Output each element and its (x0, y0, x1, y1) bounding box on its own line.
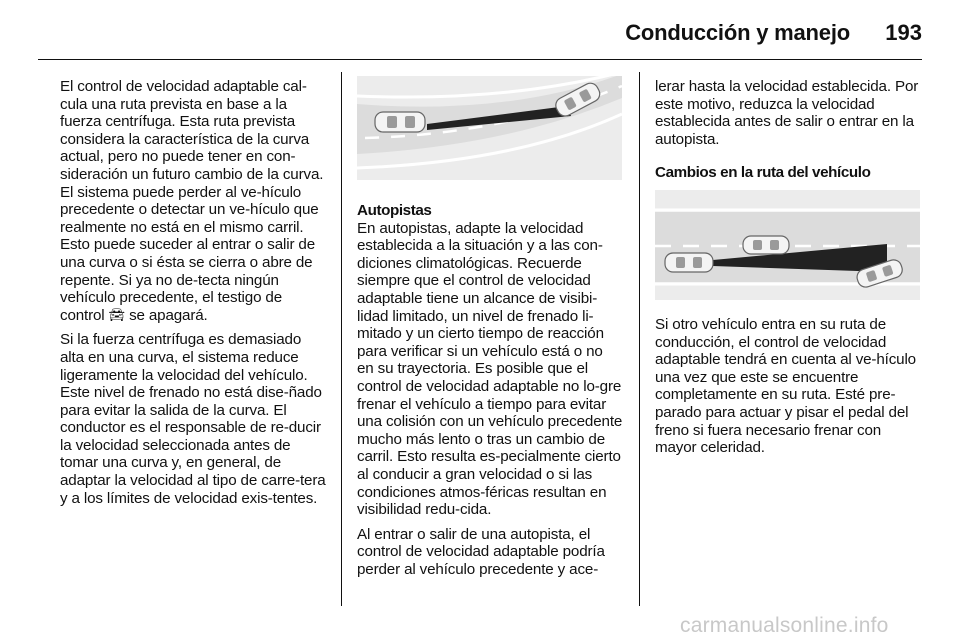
column-2 (357, 202, 623, 585)
lane-change-illustration (655, 190, 920, 300)
paragraph: Si la fuerza centrífuga es demasiado alta en una curva, el sistema reduce ligeramente la velocidad del vehículo. Este nivel de frenado no está dise-ñado para evitar la salida de la curva. El conductor es el responsable de re-ducir la velocidad seleccionada antes de tomar una curva y, en general, de adaptar la velocidad al tipo de carre-tera y a los límites de velocidad exis-tentes. (60, 331, 326, 507)
paragraph: Si otro vehículo entra en su ruta de conducción, el control de velocidad adaptable tendrá en cuenta al ve-hículo una vez que este se encuentre completamente en su ruta. Esté pre-parado para actuar y pisar el pedal del freno si fuera necesario frenar con mayor celeridad. (655, 316, 916, 457)
paragraph-text-end: se apagará. (129, 306, 208, 324)
other-car-icon (743, 236, 789, 254)
lane-road-svg (655, 190, 920, 300)
page-number: 193 (885, 20, 922, 45)
paragraph: Al entrar o salir de una autopista, el control de velocidad adaptable podría perder al vehículo precedente y ace- (357, 525, 605, 578)
column-1 (60, 78, 328, 514)
column-3-bottom (655, 316, 923, 464)
section-heading: Cambios en la ruta del vehículo (655, 164, 871, 182)
own-car-icon (665, 253, 713, 272)
section-heading: Autopistas (357, 202, 432, 219)
watermark: carmanualsonline.info (680, 614, 889, 637)
curve-road-svg (357, 76, 622, 180)
paragraph: En autopistas, adapte la velocidad establecida a la situación y a las con-diciones climatológicas. Recuerde siempre que el control de velocidad adaptable tiene un alcance de visibi-lidad limitado, un nivel de frenado li-mitado y un cierto tiempo de reacción para verificar si un vehículo está o no en su trayectoria. Es posible que el control de velocidad adaptable no lo-gre frenar el vehículo a tiempo para evitar una colisión con un vehículo precedente mucho más lento o tras un cambio de carril. Esto resulta es-pecialmente cierto al conducir a gran velocidad o si las condiciones atmos-féricas resultan en visibilidad redu-cida. (357, 219, 623, 519)
curve-illustration (357, 76, 622, 180)
column-3-top (655, 78, 923, 182)
section-title: Conducción y manejo (625, 20, 850, 45)
paragraph (60, 78, 328, 324)
paragraph: lerar hasta la velocidad establecida. Por este motivo, reduzca la velocidad establecida antes de salir o entrar en la autopista. (655, 78, 919, 148)
column-divider-1 (341, 72, 342, 606)
header-divider (38, 59, 922, 60)
own-car-icon (375, 112, 425, 132)
car-front-icon: 🚘︎ (108, 306, 125, 322)
paragraph-text: El control de velocidad adaptable cal-cula una ruta prevista en base a la fuerza centrífuga. Esta ruta prevista considera la característica de la curva actual, pero no puede tener en con-sideración un futuro cambio de la curva. El sistema puede perder al ve-hículo precedente o detectar un ve-hículo que realmente no está en el mismo carril. Esto puede suceder al entrar o salir de una curva o si ésta se cierra o abre de repente. Si ya no de-tecta ningún vehículo precedente, el testigo de control (60, 78, 324, 324)
column-divider-2 (639, 72, 640, 606)
